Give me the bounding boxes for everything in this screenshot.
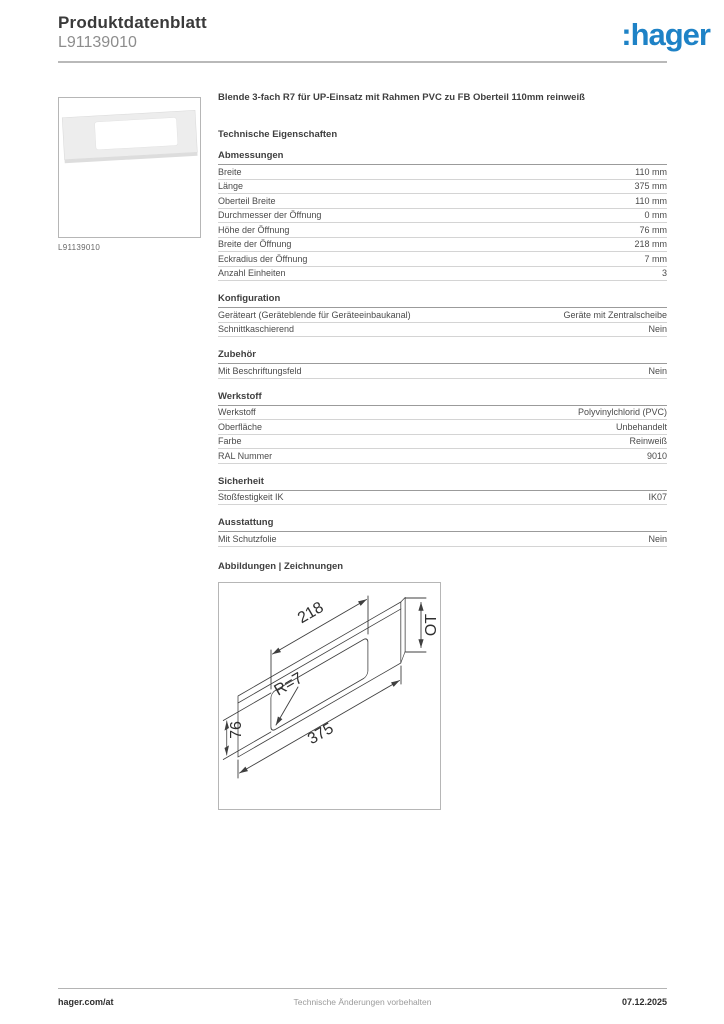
- row-value: 218 mm: [634, 239, 667, 249]
- dim-length: 375: [304, 719, 337, 748]
- row-value: 110 mm: [635, 195, 667, 206]
- tech-properties-heading: Technische Eigenschaften: [218, 129, 338, 140]
- table-row: [218, 435, 667, 450]
- row-label: Geräteart (Geräteblende für Geräteeinbaukanal): [218, 309, 411, 320]
- product-thumbnail: [58, 97, 201, 238]
- table-row: [218, 252, 667, 267]
- dim-opening-height: 76: [228, 720, 245, 739]
- row-label: Länge: [218, 181, 244, 191]
- row-label: Farbe: [218, 436, 242, 446]
- table-row: [218, 267, 667, 282]
- table-row: [218, 194, 667, 209]
- row-value: Nein: [648, 324, 667, 334]
- footer-date: 07.12.2025: [621, 997, 667, 1007]
- section-zubehoer: [218, 349, 667, 379]
- row-value: Polyvinylchlorid (PVC): [577, 407, 667, 417]
- hager-logo: :hager: [621, 17, 710, 52]
- row-label: Durchmesser der Öffnung: [218, 210, 322, 220]
- row-value: 0 mm: [644, 210, 667, 220]
- section-title: Sicherheit: [218, 476, 667, 491]
- row-value: 9010: [646, 450, 667, 461]
- row-value: Nein: [648, 533, 667, 544]
- table-row: [218, 491, 667, 506]
- row-label: Breite der Öffnung: [218, 239, 292, 249]
- table-row: [218, 238, 667, 253]
- section-title: Konfiguration: [218, 293, 667, 308]
- row-label: Höhe der Öffnung: [218, 224, 290, 235]
- table-row: [218, 364, 667, 379]
- row-value: 76 mm: [639, 224, 667, 235]
- table-row: [218, 223, 667, 238]
- drawings-heading: Abbildungen | Zeichnungen: [218, 560, 344, 572]
- header-divider: [58, 61, 667, 63]
- dimension-drawing: [219, 583, 440, 809]
- page-title: Produktdatenblatt: [58, 13, 207, 32]
- row-label: Werkstoff: [218, 407, 256, 417]
- section-ausstattung: [218, 517, 667, 547]
- dim-top-part: OT: [423, 613, 440, 636]
- table-row: [218, 449, 667, 464]
- row-label: Stoßfestigkeit IK: [218, 492, 284, 502]
- row-label: Oberteil Breite: [218, 195, 276, 206]
- dim-opening-width: 218: [294, 598, 327, 627]
- footer-divider: [58, 988, 667, 989]
- section-werkstoff: [218, 391, 667, 464]
- table-row: [218, 420, 667, 435]
- table-row: [218, 180, 667, 195]
- row-label: Mit Schutzfolie: [218, 533, 277, 544]
- table-row: [218, 308, 667, 323]
- product-photo: [59, 98, 200, 237]
- table-row: [218, 323, 667, 338]
- product-number: L91139010: [58, 34, 137, 51]
- row-label: Breite: [218, 166, 242, 177]
- row-label: RAL Nummer: [218, 450, 273, 461]
- row-value: IK07: [648, 492, 667, 502]
- section-title: Ausstattung: [218, 517, 667, 532]
- table-row: [218, 532, 667, 547]
- row-label: Schnittkaschierend: [218, 324, 295, 334]
- row-label: Eckradius der Öffnung: [218, 253, 308, 264]
- table-row: [218, 165, 667, 180]
- dim-corner-radius: R=7: [271, 669, 306, 699]
- footer-website: hager.com/at: [58, 997, 114, 1007]
- row-label: Oberfläche: [218, 421, 263, 432]
- thumbnail-caption: L91139010: [58, 243, 101, 252]
- section-title: Werkstoff: [218, 391, 667, 406]
- row-label: Anzahl Einheiten: [218, 268, 286, 278]
- table-row: [218, 406, 667, 421]
- table-row: [218, 209, 667, 224]
- row-value: Reinweiß: [629, 436, 667, 446]
- content-column: [218, 92, 667, 810]
- section-abmessungen: [218, 150, 667, 281]
- technical-drawing: [218, 582, 441, 810]
- row-value: 3: [661, 268, 667, 278]
- section-title: Abmessungen: [218, 150, 667, 165]
- product-description: Blende 3-fach R7 für UP-Einsatz mit Rahmen PVC zu FB Oberteil 110mm reinweiß: [218, 92, 585, 103]
- row-value: Nein: [648, 365, 667, 376]
- row-value: 7 mm: [644, 253, 667, 264]
- row-value: 375 mm: [634, 181, 667, 191]
- section-title: Zubehör: [218, 349, 667, 364]
- row-value: Unbehandelt: [615, 421, 667, 432]
- section-konfiguration: [218, 293, 667, 337]
- row-value: 110 mm: [635, 166, 667, 177]
- row-label: Mit Beschriftungsfeld: [218, 365, 302, 376]
- footer-disclaimer: Technische Änderungen vorbehalten: [293, 997, 432, 1007]
- section-sicherheit: [218, 476, 667, 506]
- row-value: Geräte mit Zentralscheibe: [563, 309, 667, 320]
